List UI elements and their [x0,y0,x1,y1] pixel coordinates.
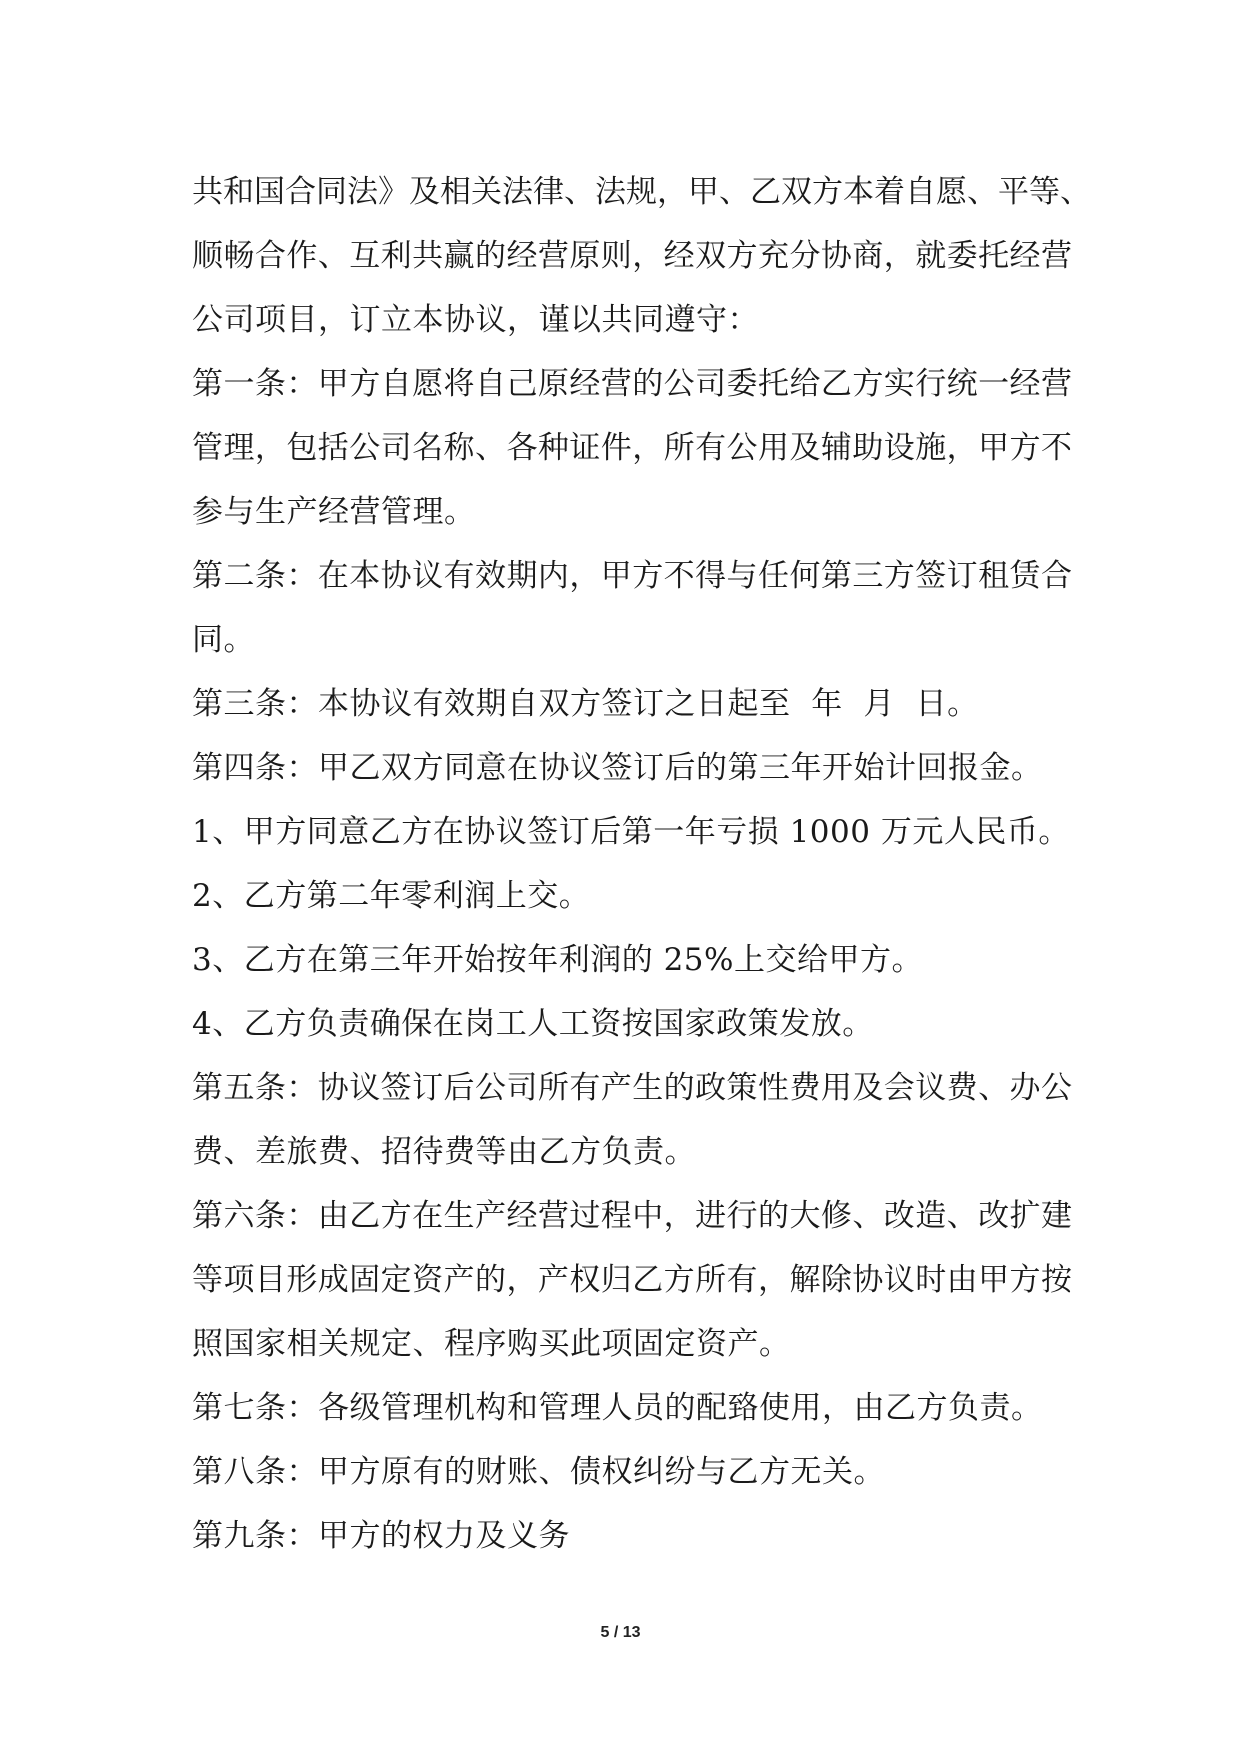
article-8-line: 第八条：甲方原有的财账、债权纠纷与乙方无关。 [192,1454,885,1490]
list-item: 4、乙方负责确保在岗工人工资按国家政策发放。 [192,1006,874,1042]
page-number: 5 / 13 [600,1624,641,1641]
list-item: 3、乙方在第三年开始按年利润的 25%上交给甲方。 [192,942,923,978]
article-2-line: 第二条：在本协议有效期内，甲方不得与任何第三方签订租赁合 [192,558,1072,594]
text-line: 管理，包括公司名称、各种证件，所有公用及辅助设施，甲方不 [192,430,1072,466]
text-line: 费、差旅费、招待费等由乙方负责。 [192,1134,696,1170]
article-6-line: 第六条：由乙方在生产经营过程中，进行的大修、改造、改扩建 [192,1198,1072,1234]
article-5-line: 第五条：协议签订后公司所有产生的政策性费用及会议费、办公 [192,1070,1072,1106]
text-line: 等项目形成固定资产的，产权归乙方所有，解除协议时由甲方按 [192,1262,1072,1298]
article-7-line: 第七条：各级管理机构和管理人员的配臵使用，由乙方负责。 [192,1390,1043,1426]
article-9-line: 第九条：甲方的权力及义务 [192,1518,570,1554]
list-item: 2、乙方第二年零利润上交。 [192,878,591,914]
text-line: 照国家相关规定、程序购买此项固定资产。 [192,1326,791,1362]
article-1-line: 第一条：甲方自愿将自己原经营的公司委托给乙方实行统一经营 [192,366,1072,402]
article-3-line: 第三条：本协议有效期自双方签订之日起至 年 月 日。 [192,686,979,722]
text-line: 公司项目，订立本协议，谨以共同遵守： [192,302,759,338]
article-4-line: 第四条：甲乙双方同意在协议签订后的第三年开始计回报金。 [192,750,1043,786]
list-item: 1、甲方同意乙方在协议签订后第一年亏损 1000 万元人民币。 [192,814,1070,850]
text-line: 参与生产经营管理。 [192,494,476,530]
document-body [192,160,1091,1568]
text-line: 顺畅合作、互利共赢的经营原则，经双方充分协商，就委托经营 [192,238,1072,274]
text-line: 共和国合同法》及相关法律、法规，甲、乙双方本着自愿、平等、 [192,174,1091,210]
text-line: 同。 [192,622,255,658]
